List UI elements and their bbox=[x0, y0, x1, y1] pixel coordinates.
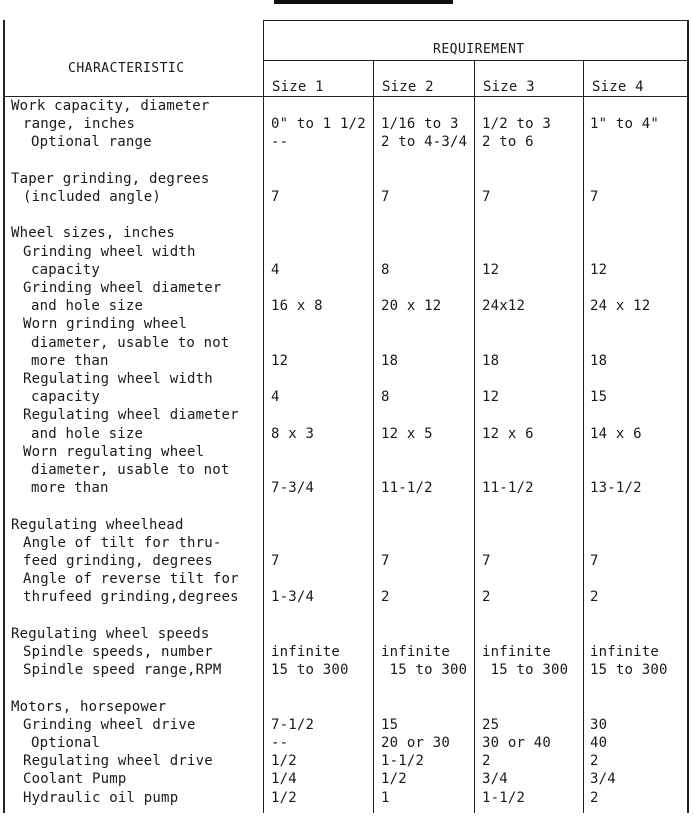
row-label: Grinding wheel drive bbox=[23, 716, 196, 733]
row-label: diameter, usable to not bbox=[31, 334, 230, 351]
size-3-value: 3/4 bbox=[482, 771, 508, 788]
top-rule bbox=[274, 0, 453, 4]
row-label: Spindle speed range,RPM bbox=[23, 662, 222, 679]
size-2-value: 1/16 to 3 bbox=[381, 116, 459, 133]
size-2-value: 18 bbox=[381, 352, 399, 369]
row-label: Spindle speeds, number bbox=[23, 644, 213, 660]
size-3-value: 1/2 to 3 bbox=[482, 116, 552, 133]
size-1-value: -- bbox=[271, 735, 289, 751]
row-label: Motors, horsepower bbox=[11, 698, 167, 715]
size-3-value: 12 x 6 bbox=[482, 425, 534, 442]
column-divider-3 bbox=[474, 60, 475, 813]
size-4-value: 3/4 bbox=[590, 771, 616, 788]
size-3-value: 7 bbox=[482, 553, 491, 569]
size-1-value: 1/2 bbox=[271, 753, 297, 770]
row-label: capacity bbox=[31, 389, 101, 406]
size-4-value: 2 bbox=[590, 589, 599, 606]
size-1-header: Size 1 bbox=[272, 79, 324, 95]
size-2-value: 2 to 4-3/4 bbox=[381, 134, 468, 151]
size-1-value: 16 x 8 bbox=[271, 298, 323, 315]
size-3-header: Size 3 bbox=[483, 79, 535, 95]
size-3-value: infinite bbox=[482, 644, 552, 660]
size-1-value: 1/2 bbox=[271, 789, 297, 806]
size-2-value: 1/2 bbox=[381, 771, 407, 788]
row-label: Coolant Pump bbox=[23, 771, 127, 788]
header-rule-mid bbox=[263, 60, 688, 61]
row-label: diameter, usable to not bbox=[31, 462, 230, 478]
row-label: more than bbox=[31, 480, 109, 497]
size-3-value: 2 bbox=[482, 589, 491, 606]
size-4-value: 15 to 300 bbox=[590, 662, 668, 679]
size-1-value: 8 x 3 bbox=[271, 425, 315, 442]
row-label: Regulating wheelhead bbox=[11, 516, 184, 533]
size-4-value: 1" to 4" bbox=[590, 116, 660, 133]
size-4-value: 30 bbox=[590, 716, 608, 733]
size-2-value: 7 bbox=[381, 189, 390, 205]
row-label: Regulating wheel diameter bbox=[23, 407, 239, 424]
row-label: Angle of reverse tilt for bbox=[23, 571, 239, 588]
size-3-value: 15 to 300 bbox=[482, 662, 569, 679]
size-4-value: 12 bbox=[590, 261, 608, 278]
size-1-value: -- bbox=[271, 134, 289, 151]
size-2-value: infinite bbox=[381, 644, 451, 660]
size-3-value: 24x12 bbox=[482, 298, 526, 315]
size-4-value: 7 bbox=[590, 553, 599, 569]
size-1-value: 12 bbox=[271, 352, 289, 369]
requirement-header: REQUIREMENT bbox=[433, 42, 525, 57]
size-1-value: 1/4 bbox=[271, 771, 297, 788]
column-divider-2 bbox=[373, 60, 374, 813]
size-3-value: 1-1/2 bbox=[482, 789, 526, 806]
column-divider-1 bbox=[263, 20, 264, 813]
size-3-value: 18 bbox=[482, 352, 500, 369]
row-label: Regulating wheel drive bbox=[23, 753, 213, 770]
size-2-value: 1-1/2 bbox=[381, 753, 425, 770]
size-1-value: infinite bbox=[271, 644, 341, 660]
size-2-value: 12 x 5 bbox=[381, 425, 433, 442]
row-label: Regulating wheel speeds bbox=[11, 625, 210, 642]
row-label: Work capacity, diameter bbox=[11, 98, 210, 114]
row-label: Grinding wheel diameter bbox=[23, 280, 222, 296]
header-rule-top bbox=[263, 20, 688, 21]
size-1-value: 15 to 300 bbox=[271, 662, 349, 679]
size-3-value: 11-1/2 bbox=[482, 480, 534, 497]
size-3-value: 2 to 6 bbox=[482, 134, 534, 151]
size-3-value: 30 or 40 bbox=[482, 735, 552, 751]
size-2-value: 15 to 300 bbox=[381, 662, 468, 679]
row-label: Regulating wheel width bbox=[23, 371, 213, 387]
row-label: Taper grinding, degrees bbox=[11, 170, 210, 187]
size-4-value: 18 bbox=[590, 352, 608, 369]
size-1-value: 4 bbox=[271, 389, 280, 406]
row-label: Wheel sizes, inches bbox=[11, 225, 175, 242]
size-4-header: Size 4 bbox=[592, 79, 644, 95]
size-3-value: 12 bbox=[482, 389, 500, 406]
size-3-value: 2 bbox=[482, 753, 491, 770]
row-label: Worn regulating wheel bbox=[23, 443, 205, 460]
row-label: feed grinding, degrees bbox=[23, 553, 213, 569]
row-label: Optional bbox=[31, 735, 101, 751]
row-label: capacity bbox=[31, 261, 101, 278]
size-4-value: 2 bbox=[590, 789, 599, 806]
row-label: Angle of tilt for thru- bbox=[23, 534, 222, 551]
size-2-header: Size 2 bbox=[382, 79, 434, 95]
row-label: (included angle) bbox=[23, 189, 162, 205]
size-1-value: 7-3/4 bbox=[271, 480, 315, 497]
size-1-value: 1-3/4 bbox=[271, 589, 315, 606]
row-label: Optional range bbox=[31, 134, 152, 151]
characteristic-header: CHARACTERISTIC bbox=[68, 61, 185, 76]
size-2-value: 8 bbox=[381, 261, 390, 278]
size-1-value: 4 bbox=[271, 261, 280, 278]
row-label: Grinding wheel width bbox=[23, 243, 196, 260]
size-2-value: 8 bbox=[381, 389, 390, 406]
row-label: and hole size bbox=[31, 298, 144, 315]
size-4-value: 15 bbox=[590, 389, 608, 406]
row-label: range, inches bbox=[23, 116, 136, 133]
size-3-value: 7 bbox=[482, 189, 491, 205]
size-3-value: 12 bbox=[482, 261, 500, 278]
size-4-value: infinite bbox=[590, 644, 660, 660]
size-2-value: 20 or 30 bbox=[381, 735, 451, 751]
size-4-value: 14 x 6 bbox=[590, 425, 642, 442]
size-4-value: 24 x 12 bbox=[590, 298, 651, 315]
row-label: Worn grinding wheel bbox=[23, 316, 187, 333]
size-2-value: 15 bbox=[381, 716, 399, 733]
row-label: Hydraulic oil pump bbox=[23, 789, 179, 806]
size-3-value: 25 bbox=[482, 716, 500, 733]
size-4-value: 40 bbox=[590, 735, 608, 751]
size-4-value: 13-1/2 bbox=[590, 480, 642, 497]
size-1-value: 7-1/2 bbox=[271, 716, 315, 733]
size-4-value: 7 bbox=[590, 189, 599, 205]
size-4-value: 2 bbox=[590, 753, 599, 770]
size-2-value: 20 x 12 bbox=[381, 298, 442, 315]
size-2-value: 11-1/2 bbox=[381, 480, 433, 497]
row-label: thrufeed grinding,degrees bbox=[23, 589, 239, 606]
size-1-value: 7 bbox=[271, 189, 280, 205]
size-2-value: 7 bbox=[381, 553, 390, 569]
row-label: more than bbox=[31, 352, 109, 369]
size-1-value: 7 bbox=[271, 553, 280, 569]
size-1-value: 0" to 1 1/2 bbox=[271, 116, 366, 133]
size-2-value: 2 bbox=[381, 589, 390, 606]
size-2-value: 1 bbox=[381, 789, 390, 806]
row-label: and hole size bbox=[31, 425, 144, 442]
column-divider-4 bbox=[583, 60, 584, 813]
